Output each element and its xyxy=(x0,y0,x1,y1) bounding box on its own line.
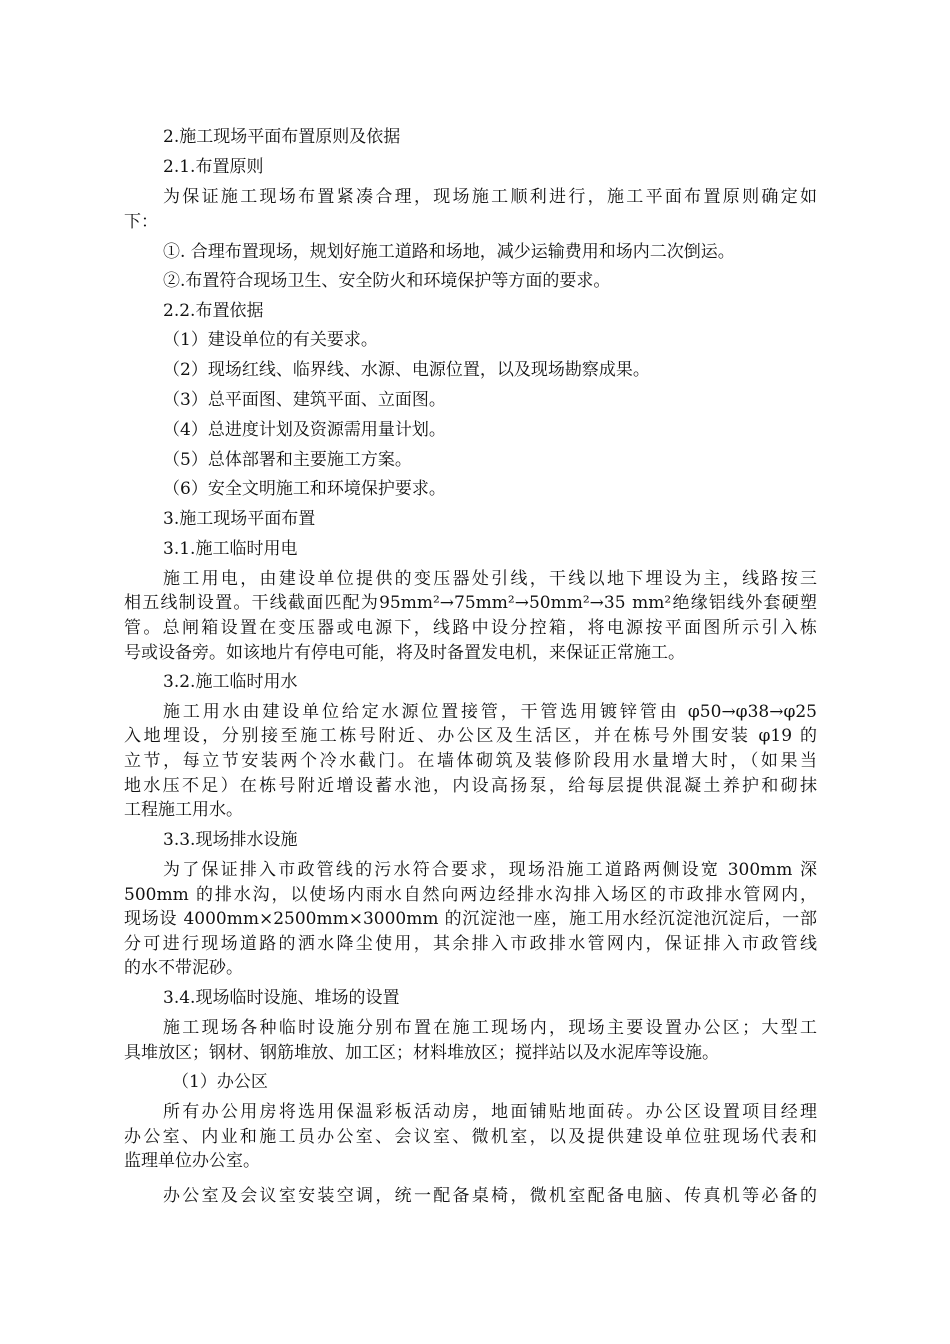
heading-section-3: 3.施工现场平面布置 xyxy=(163,509,316,529)
heading-section-3-2: 3.2.施工临时用水 xyxy=(163,672,298,692)
list-item: （1）建设单位的有关要求。 xyxy=(163,330,378,350)
heading-section-3-1: 3.1.施工临时用电 xyxy=(163,539,298,559)
list-item: ①. 合理布置现场，规划好施工道路和场地，减少运输费用和场内二次倒运。 xyxy=(163,242,735,262)
paragraph-line: 为保证施工现场布置紧凑合理，现场施工顺利进行，施工平面布置原则确定如 xyxy=(163,187,817,207)
paragraph-line: 相五线制设置。干线截面匹配为95mm²→75mm²→50mm²→35 mm²绝缘铝线外套硬塑 xyxy=(124,593,817,613)
paragraph-line: 施工用水由建设单位给定水源位置接管，干管选用镀锌管由 φ50→φ38→φ25 xyxy=(163,702,817,722)
heading-section-2: 2.施工现场平面布置原则及依据 xyxy=(163,127,401,147)
paragraph-line: 分可进行现场道路的洒水降尘使用，其余排入市政排水管网内，保证排入市政管线 xyxy=(124,934,817,954)
paragraph-line: 监理单位办公室。 xyxy=(124,1151,260,1171)
paragraph-line: 工程施工用水。 xyxy=(124,800,243,820)
paragraph-line: 为了保证排入市政管线的污水符合要求，现场沿施工道路两侧设宽 300mm 深 xyxy=(163,860,817,880)
paragraph-line: 施工用电，由建设单位提供的变压器处引线，干线以地下埋设为主，线路按三 xyxy=(163,569,817,589)
paragraph-line: 入地埋设，分别接至施工栋号附近、办公区及生活区，并在栋号外围安装 φ19 的 xyxy=(124,726,817,746)
paragraph-line: 下： xyxy=(124,212,158,232)
list-item: （3）总平面图、建筑平面、立面图。 xyxy=(163,390,446,410)
paragraph-line: 施工现场各种临时设施分别布置在施工现场内，现场主要设置办公区；大型工 xyxy=(163,1018,817,1038)
paragraph-line: 所有办公用房将选用保温彩板活动房，地面铺贴地面砖。办公区设置项目经理 xyxy=(163,1102,817,1122)
paragraph-line: 管。总闸箱设置在变压器或电源下，线路中设分控箱，将电源按平面图所示引入栋 xyxy=(124,618,817,638)
list-item: （2）现场红线、临界线、水源、电源位置，以及现场勘察成果。 xyxy=(163,360,650,380)
heading-section-3-3: 3.3.现场排水设施 xyxy=(163,830,298,850)
heading-section-2-2: 2.2.布置依据 xyxy=(163,301,264,321)
list-item: ②.布置符合现场卫生、安全防火和环境保护等方面的要求。 xyxy=(163,271,611,291)
list-item: （4）总进度计划及资源需用量计划。 xyxy=(163,420,446,440)
list-item: （5）总体部署和主要施工方案。 xyxy=(163,450,412,470)
heading-office-area: （1）办公区 xyxy=(172,1072,268,1092)
heading-section-2-1: 2.1.布置原则 xyxy=(163,157,264,177)
paragraph-line: 现场设 4000mm×2500mm×3000mm 的沉淀池一座，施工用水经沉淀池沉淀后，一部 xyxy=(124,909,817,929)
paragraph-line: 号或设备旁。如该地片有停电可能，将及时备置发电机，来保证正常施工。 xyxy=(124,643,685,663)
paragraph-line: 的水不带泥砂。 xyxy=(124,958,243,978)
paragraph-line: 办公室及会议室安装空调，统一配备桌椅，微机室配备电脑、传真机等必备的 xyxy=(163,1186,817,1206)
paragraph-line: 办公室、内业和施工员办公室、会议室、微机室，以及提供建设单位驻现场代表和 xyxy=(124,1127,817,1147)
list-item: （6）安全文明施工和环境保护要求。 xyxy=(163,479,446,499)
paragraph-line: 500mm 的排水沟，以使场内雨水自然向两边经排水沟排入场区的市政排水管网内， xyxy=(124,885,817,905)
paragraph-line: 地水压不足）在栋号附近增设蓄水池，内设高扬泵，给每层提供混凝土养护和砌抹 xyxy=(124,776,817,796)
paragraph-line: 具堆放区；钢材、钢筋堆放、加工区；材料堆放区；搅拌站以及水泥库等设施。 xyxy=(124,1043,719,1063)
heading-section-3-4: 3.4.现场临时设施、堆场的设置 xyxy=(163,988,400,1008)
paragraph-line: 立节，每立节安装两个冷水截门。在墙体砌筑及装修阶段用水量增大时，（如果当 xyxy=(124,751,817,771)
